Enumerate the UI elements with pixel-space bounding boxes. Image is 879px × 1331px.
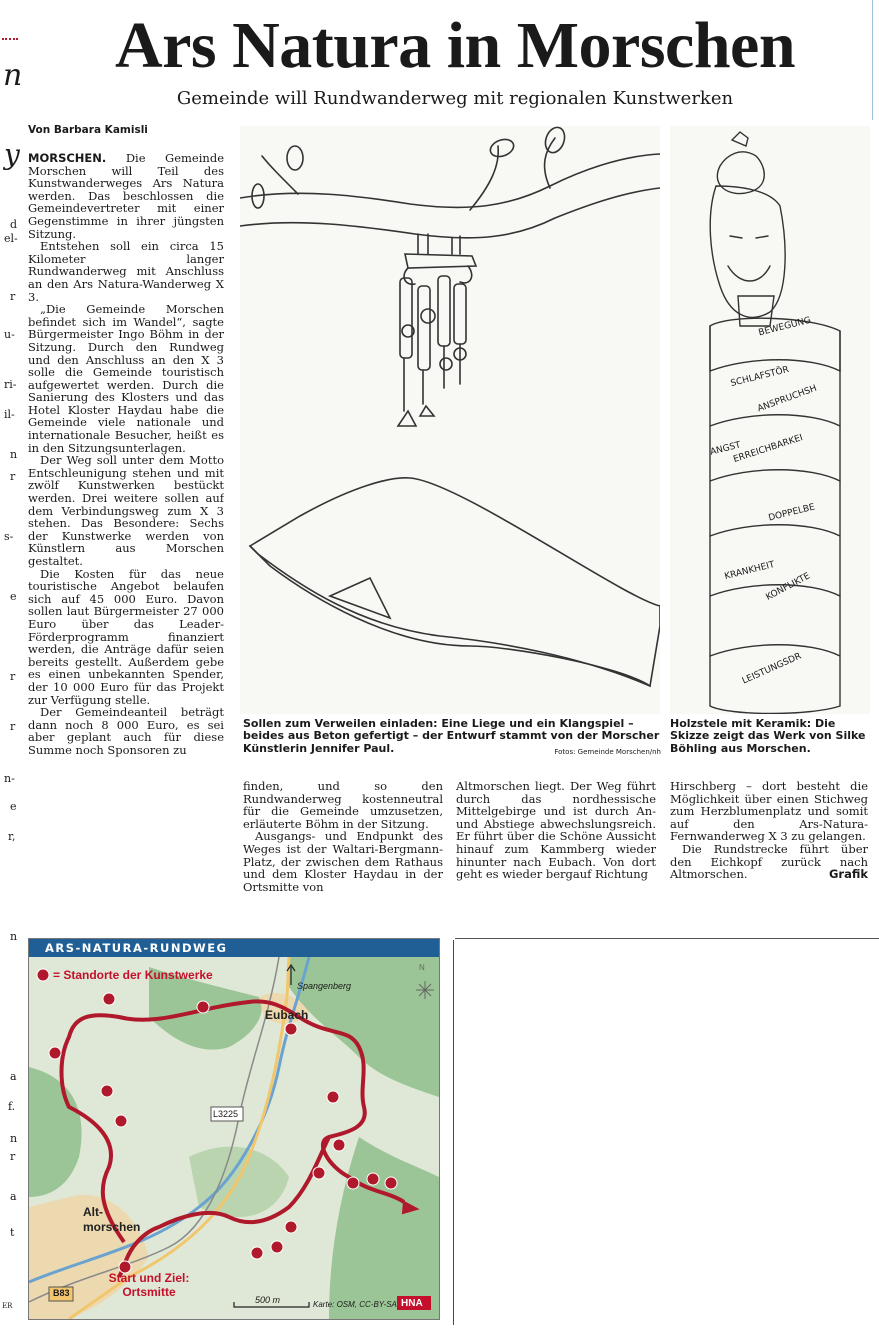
hna-logo: HNA bbox=[401, 1298, 423, 1309]
paragraph: Die Kosten für das neue touristische Angebot belaufen sich auf 45 000 Euro. Davon sollen laut Bürgermeister 27 000 Euro über das Leader-Förderprogramm finanziert werden, die Anträge dafür seien bereits gestellt. Außerdem gebe es einen unbekannten Spender, der 10 000 Euro für das Projekt zur Verfügung stelle. bbox=[28, 566, 224, 707]
edge-fragment: e bbox=[10, 800, 17, 813]
neighbour-article-edge bbox=[0, 30, 22, 1320]
edge-fragment: d bbox=[10, 218, 18, 231]
caption-bench-chime bbox=[243, 718, 661, 758]
photo-credit: Fotos: Gemeinde Morschen/nh bbox=[554, 747, 661, 756]
edge-italic-letter: y bbox=[4, 138, 20, 171]
article-column-1 bbox=[28, 152, 224, 842]
edge-fragment: u- bbox=[4, 328, 15, 341]
stele-word: KONFLIKTE bbox=[764, 571, 812, 603]
map-start-label-line: Ortsmitte bbox=[122, 1285, 176, 1299]
map-road-label: B83 bbox=[53, 1288, 70, 1298]
paragraph: Hirschberg – dort besteht die Möglichkeit über einen Stichweg zum Herzblumenplatz und somit auf den Ars-Natura-Fernwanderweg X 3 zu gelangen. bbox=[670, 779, 868, 844]
paragraph: Altmorschen liegt. Der Weg führt durch das nordhessische Mittelgebirge und ist durch An- und Abstiege abwechslungsreich. Er führt über die Schöne Aussicht hinauf zum Kammberg wieder hinunter nach Eubach. Von dort geht es wieder bergauf Richtung bbox=[456, 779, 656, 882]
sketch-drawing bbox=[240, 126, 660, 714]
graphic-signature: Grafik bbox=[828, 867, 868, 882]
edge-fragment: il- bbox=[4, 408, 15, 421]
paragraph: finden, und so den Rundwanderweg kostenneutral für die Gemeinde umzusetzen, erläuterte Böhm in der Sitzung. bbox=[243, 779, 443, 831]
stele-word: ANGST bbox=[709, 440, 742, 458]
caption-text: Sollen zum Verweilen einladen: Eine Liege und ein Klangspiel – beides aus Beton gefertigt – der Entwurf stammt von der Morscher Künstlerin Jennifer Paul. bbox=[243, 717, 660, 755]
article-column-2 bbox=[243, 780, 443, 893]
edge-fragment: f. bbox=[8, 1100, 16, 1113]
map-graphic bbox=[29, 957, 439, 1319]
headline: Ars Natura in Morschen bbox=[114, 9, 796, 82]
byline: Von Barbara Kamisli bbox=[28, 124, 148, 136]
stele-word: BEWEGUNG bbox=[757, 315, 813, 339]
subheadline: Gemeinde will Rundwanderweg mit regionalen Kunstwerken bbox=[176, 88, 734, 109]
map-town-label: Eubach bbox=[265, 1008, 309, 1022]
paragraph: Entstehen soll ein circa 15 Kilometer langer Rundwanderweg mit Anschluss an den Ars Natura-Wanderweg X 3. bbox=[28, 239, 224, 304]
dateline: MORSCHEN. bbox=[28, 152, 107, 165]
sketch-wooden-stele bbox=[670, 126, 870, 714]
divider-line bbox=[872, 0, 873, 120]
edge-italic-letter: n bbox=[3, 58, 22, 93]
paragraph: „Die Gemeinde Morschen befindet sich im Wandel“, sagte Bürgermeister Ingo Böhm in der Sitzung. Durch den Rundweg und den Anschluss an den X 3 solle die Gemeinde touristisch aufgewertet werden. Durch die Sanierung des Klosters und das Hotel Kloster Haydau habe die Gemeinde viele nationale und internationale Besucher, heißt es in den Sitzungsunterlagen. bbox=[28, 302, 224, 455]
edge-fragment: r bbox=[10, 720, 16, 733]
map-direction-label: Spangenberg bbox=[297, 981, 352, 991]
edge-fragment: r bbox=[10, 470, 16, 483]
edge-fragment: r bbox=[10, 290, 16, 303]
article-column-4 bbox=[670, 780, 868, 881]
compass-icon: N bbox=[419, 963, 425, 972]
paragraph: Der Gemeindeanteil beträgt dann noch 8 000 Euro, es sei aber geplant auch für diese Summe noch Sponsoren zu bbox=[28, 705, 224, 757]
stele-word: KRANKHEIT bbox=[723, 559, 776, 583]
stele-word: SCHLAFSTÖR bbox=[729, 364, 791, 390]
edge-fragment: t bbox=[10, 1226, 15, 1239]
edge-fragment: r bbox=[10, 1150, 16, 1163]
map-start-label bbox=[89, 1271, 209, 1299]
paragraph bbox=[28, 152, 224, 240]
edge-fragment: r bbox=[10, 670, 16, 683]
sketch-bench-chime bbox=[240, 126, 660, 714]
article-column-3 bbox=[456, 780, 656, 881]
map-title: ARS-NATURA-RUNDWEG bbox=[29, 939, 439, 957]
map-town-label bbox=[83, 1205, 140, 1235]
stele-word: DOPPELBE bbox=[767, 502, 816, 524]
caption-stele: Holzstele mit Keramik: Die Skizze zeigt das Werk von Silke Böhling aus Morschen. bbox=[670, 717, 866, 755]
map-start-label-line: Start und Ziel: bbox=[108, 1271, 190, 1285]
edge-fragment: r, bbox=[8, 830, 16, 843]
map-town-label-line: Alt- bbox=[83, 1205, 103, 1219]
paragraph bbox=[670, 843, 868, 881]
edge-fragment: a bbox=[10, 1190, 17, 1203]
route-map bbox=[28, 938, 440, 1320]
edge-fragment: n bbox=[10, 930, 18, 943]
paragraph-text: Die Gemeinde Morschen will Teil des Kunstwanderweges Ars Natura werden. Das beschlossen die Gemeindevertreter mit einer Gegenstimme in ihrer jüngsten Sitzung. bbox=[28, 152, 224, 241]
stele-drawing bbox=[670, 126, 870, 714]
edge-fragment: n bbox=[10, 1132, 18, 1145]
paragraph: Ausgangs- und Endpunkt des Weges ist der Waltari-Bergmann-Platz, der zwischen dem Rathaus und dem Kloster Haydau in der Ortsmitte von bbox=[243, 829, 443, 894]
map-scale-label: 500 m bbox=[255, 1295, 281, 1305]
edge-fragment: a bbox=[10, 1070, 17, 1083]
map-road-label: L3225 bbox=[213, 1109, 239, 1119]
edge-fragment: ER bbox=[2, 1302, 13, 1310]
red-dots-mark bbox=[2, 38, 18, 40]
map-source: Karte: OSM, CC-BY-SA bbox=[313, 1300, 397, 1309]
map-town-label-line: morschen bbox=[83, 1220, 141, 1234]
stele-word: ANSPRUCHSH bbox=[756, 383, 819, 415]
edge-fragment: n- bbox=[4, 772, 15, 785]
edge-fragment: ri- bbox=[4, 378, 17, 391]
edge-fragment: s- bbox=[4, 530, 14, 543]
edge-fragment: e bbox=[10, 590, 17, 603]
edge-fragment: el- bbox=[4, 232, 18, 245]
divider-line bbox=[455, 938, 879, 939]
map-legend: = Standorte der Kunstwerke bbox=[53, 968, 213, 982]
stele-word: ERREICHBARKEI bbox=[732, 433, 805, 465]
stele-word: LEISTUNGSDR bbox=[740, 651, 804, 687]
divider-line bbox=[453, 940, 454, 1325]
paragraph: Der Weg soll unter dem Motto Entschleunigung stehen und mit zwölf Kunstwerken bestückt werden. Drei weitere sollen auf dem Verbindungsweg zum X 3 stehen. Das Besondere: Sechs der Kunstwerke werden von Künstlern aus Morschen gestaltet. bbox=[28, 453, 224, 568]
edge-fragment: n bbox=[10, 448, 18, 461]
paragraph-text: Die Rundstrecke führt über den Eichkopf zurück nach Altmorschen. bbox=[670, 841, 868, 882]
